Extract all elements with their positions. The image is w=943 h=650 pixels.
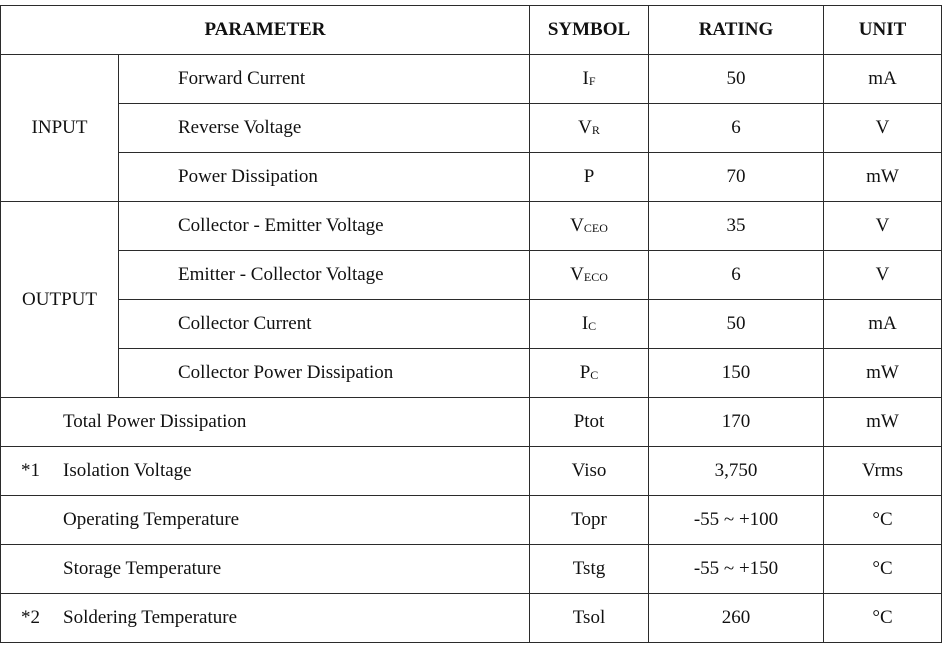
rating-cell: 70 [649, 153, 824, 202]
rating-cell: 170 [649, 398, 824, 447]
table-row [1, 202, 942, 251]
unit-cell: V [824, 104, 942, 153]
symbol-cell: Viso [530, 447, 649, 496]
header-row [1, 6, 942, 55]
header-unit: UNIT [824, 6, 942, 55]
symbol-cell: Topr [530, 496, 649, 545]
symbol-cell: P [530, 153, 649, 202]
parameter-cell: Collector Current [119, 300, 530, 349]
table-row [1, 447, 942, 496]
table-row [1, 496, 942, 545]
parameter-cell: *1 Isolation Voltage [1, 447, 530, 496]
unit-cell: V [824, 202, 942, 251]
table-row [1, 55, 942, 104]
table-row [1, 349, 942, 398]
rating-cell: -55 ~ +100 [649, 496, 824, 545]
table-row [1, 251, 942, 300]
table-row [1, 545, 942, 594]
symbol-cell: Tsol [530, 594, 649, 643]
unit-cell: mA [824, 55, 942, 104]
rating-cell: -55 ~ +150 [649, 545, 824, 594]
parameter-cell: Total Power Dissipation [1, 398, 530, 447]
symbol-cell: $P_C$ [530, 349, 649, 398]
symbol-cell: $V_{CEO}$ [530, 202, 649, 251]
unit-cell: mW [824, 349, 942, 398]
symbol-cell: Tstg [530, 545, 649, 594]
note-marker: *1 [21, 460, 40, 481]
symbol-cell: Ptot [530, 398, 649, 447]
header-symbol: SYMBOL [530, 6, 649, 55]
table-row [1, 104, 942, 153]
parameter-cell: Storage Temperature [1, 545, 530, 594]
rating-cell: 50 [649, 300, 824, 349]
table-row [1, 398, 942, 447]
parameter-cell: Collector - Emitter Voltage [119, 202, 530, 251]
parameter-cell: Collector Power Dissipation [119, 349, 530, 398]
rating-cell: 35 [649, 202, 824, 251]
input-group-label: INPUT [1, 55, 119, 202]
header-rating: RATING [649, 6, 824, 55]
note-marker: *2 [21, 607, 40, 628]
parameter-cell: *2 Soldering Temperature [1, 594, 530, 643]
rating-cell: 3,750 [649, 447, 824, 496]
unit-cell: mW [824, 398, 942, 447]
parameter-cell: Power Dissipation [119, 153, 530, 202]
symbol-cell: $V_{ECO}$ [530, 251, 649, 300]
unit-cell: Vrms [824, 447, 942, 496]
parameter-cell: Operating Temperature [1, 496, 530, 545]
rating-cell: 6 [649, 251, 824, 300]
unit-cell: mW [824, 153, 942, 202]
unit-cell: mA [824, 300, 942, 349]
symbol-cell: $I_F$ [530, 55, 649, 104]
rating-cell: 260 [649, 594, 824, 643]
unit-cell: °C [824, 545, 942, 594]
table-row [1, 300, 942, 349]
table-row [1, 153, 942, 202]
rating-cell: 50 [649, 55, 824, 104]
output-group-label: OUTPUT [1, 202, 119, 398]
symbol-cell: $V_R$ [530, 104, 649, 153]
table-row [1, 594, 942, 643]
unit-cell: °C [824, 594, 942, 643]
rating-cell: 6 [649, 104, 824, 153]
unit-cell: °C [824, 496, 942, 545]
unit-cell: V [824, 251, 942, 300]
symbol-cell: $I_C$ [530, 300, 649, 349]
absolute-maximum-ratings-table [0, 5, 942, 643]
rating-cell: 150 [649, 349, 824, 398]
parameter-cell: Forward Current [119, 55, 530, 104]
parameter-cell: Emitter - Collector Voltage [119, 251, 530, 300]
header-parameter: PARAMETER [1, 6, 530, 55]
parameter-cell: Reverse Voltage [119, 104, 530, 153]
